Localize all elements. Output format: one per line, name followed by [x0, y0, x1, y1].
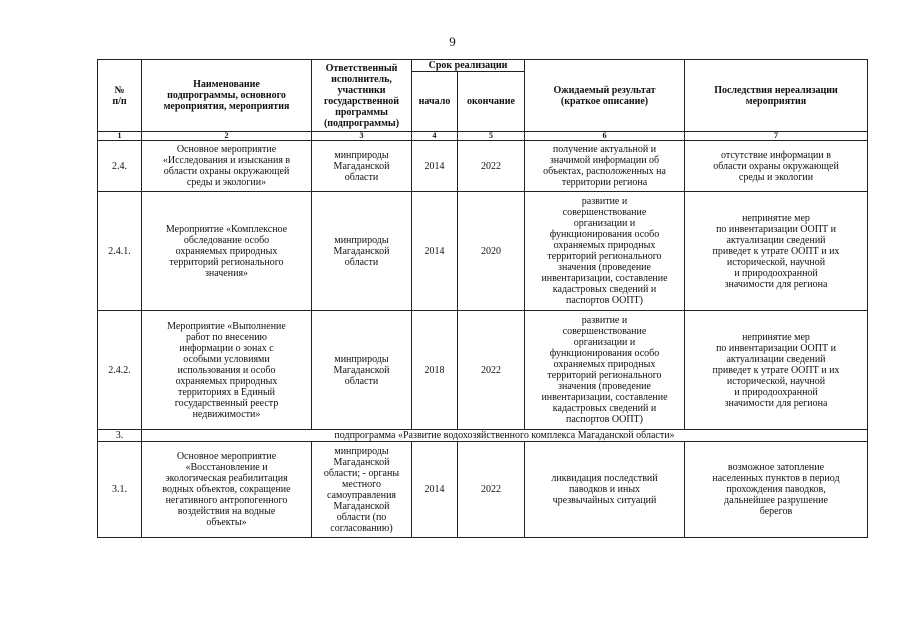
column-number: 4 — [412, 132, 458, 141]
header-name: Наименование подпрограммы, основного мероприятия, мероприятия — [142, 60, 312, 132]
row-start: 2014 — [412, 442, 458, 538]
row-end: 2022 — [458, 141, 525, 192]
program-activities-table — [97, 59, 868, 538]
row-start: 2014 — [412, 192, 458, 311]
row-start: 2014 — [412, 141, 458, 192]
section-row — [98, 430, 868, 442]
table-row — [98, 141, 868, 192]
row-num: 3.1. — [98, 442, 142, 538]
section-title: подпрограмма «Развитие водохозяйственного комплекса Магаданской области» — [142, 430, 868, 442]
row-result: ликвидация последствий паводков и иных чрезвычайных ситуаций — [525, 442, 685, 538]
header-period: Срок реализации — [412, 60, 525, 72]
row-name: Основное мероприятие «Восстановление и экологическая реабилитация водных объектов, сокращение негативного антропогенного воздействия на водные объекты» — [142, 442, 312, 538]
column-number: 1 — [98, 132, 142, 141]
row-executor: минприроды Магаданской области — [312, 141, 412, 192]
column-number: 7 — [685, 132, 868, 141]
row-num: 2.4. — [98, 141, 142, 192]
row-name: Мероприятие «Выполнение работ по внесению информации о зонах с особыми условиями использования и особо охраняемых природных территориях в Единый государственный реестр недвижимости» — [142, 311, 312, 430]
column-number: 6 — [525, 132, 685, 141]
column-number: 2 — [142, 132, 312, 141]
row-consequences: непринятие мер по инвентаризации ООПТ и актуализации сведений приведет к утрате ООПТ и их исторической, научной и природоохранной значимости для региона — [685, 192, 868, 311]
section-num: 3. — [98, 430, 142, 442]
row-num: 2.4.1. — [98, 192, 142, 311]
header-result: Ожидаемый результат (краткое описание) — [525, 60, 685, 132]
header-executor: Ответственный исполнитель, участники государственной программы (подпрограммы) — [312, 60, 412, 132]
table-row — [98, 311, 868, 430]
row-end: 2022 — [458, 311, 525, 430]
column-number: 5 — [458, 132, 525, 141]
row-executor: минприроды Магаданской области; - органы местного самоуправления Магаданской области (по согласованию) — [312, 442, 412, 538]
table-row — [98, 442, 868, 538]
row-start: 2018 — [412, 311, 458, 430]
header-consequences: Последствия нереализации мероприятия — [685, 60, 868, 132]
row-num: 2.4.2. — [98, 311, 142, 430]
header-row — [98, 60, 868, 72]
row-result: развитие и совершенствование организации и функционирования особо охраняемых природных территорий регионального значения (проведение инвентаризации, составление кадастровых сведений и паспортов ООПТ) — [525, 311, 685, 430]
row-name: Мероприятие «Комплексное обследование особо охраняемых природных территорий регионального значения» — [142, 192, 312, 311]
column-number-row — [98, 132, 868, 141]
header-end: окончание — [458, 72, 525, 132]
row-result: получение актуальной и значимой информации об объектах, расположенных на территории региона — [525, 141, 685, 192]
row-name: Основное мероприятие «Исследования и изыскания в области охраны окружающей среды и экологии» — [142, 141, 312, 192]
row-result: развитие и совершенствование организации и функционирования особо охраняемых природных территорий регионального значения (проведение инвентаризации, составление кадастровых сведений и паспортов ООПТ) — [525, 192, 685, 311]
row-consequences: возможное затопление населенных пунктов в период прохождения паводков, дальнейшее разрушение берегов — [685, 442, 868, 538]
row-end: 2020 — [458, 192, 525, 311]
row-executor: минприроды Магаданской области — [312, 311, 412, 430]
row-executor: минприроды Магаданской области — [312, 192, 412, 311]
row-consequences: непринятие мер по инвентаризации ООПТ и актуализации сведений приведет к утрате ООПТ и их исторической, научной и природоохранной значимости для региона — [685, 311, 868, 430]
column-number: 3 — [312, 132, 412, 141]
header-start: начало — [412, 72, 458, 132]
row-consequences: отсутствие информации в области охраны окружающей среды и экологии — [685, 141, 868, 192]
page-number: 9 — [449, 34, 456, 49]
row-end: 2022 — [458, 442, 525, 538]
header-num: № п/п — [98, 60, 142, 132]
table-row — [98, 192, 868, 311]
